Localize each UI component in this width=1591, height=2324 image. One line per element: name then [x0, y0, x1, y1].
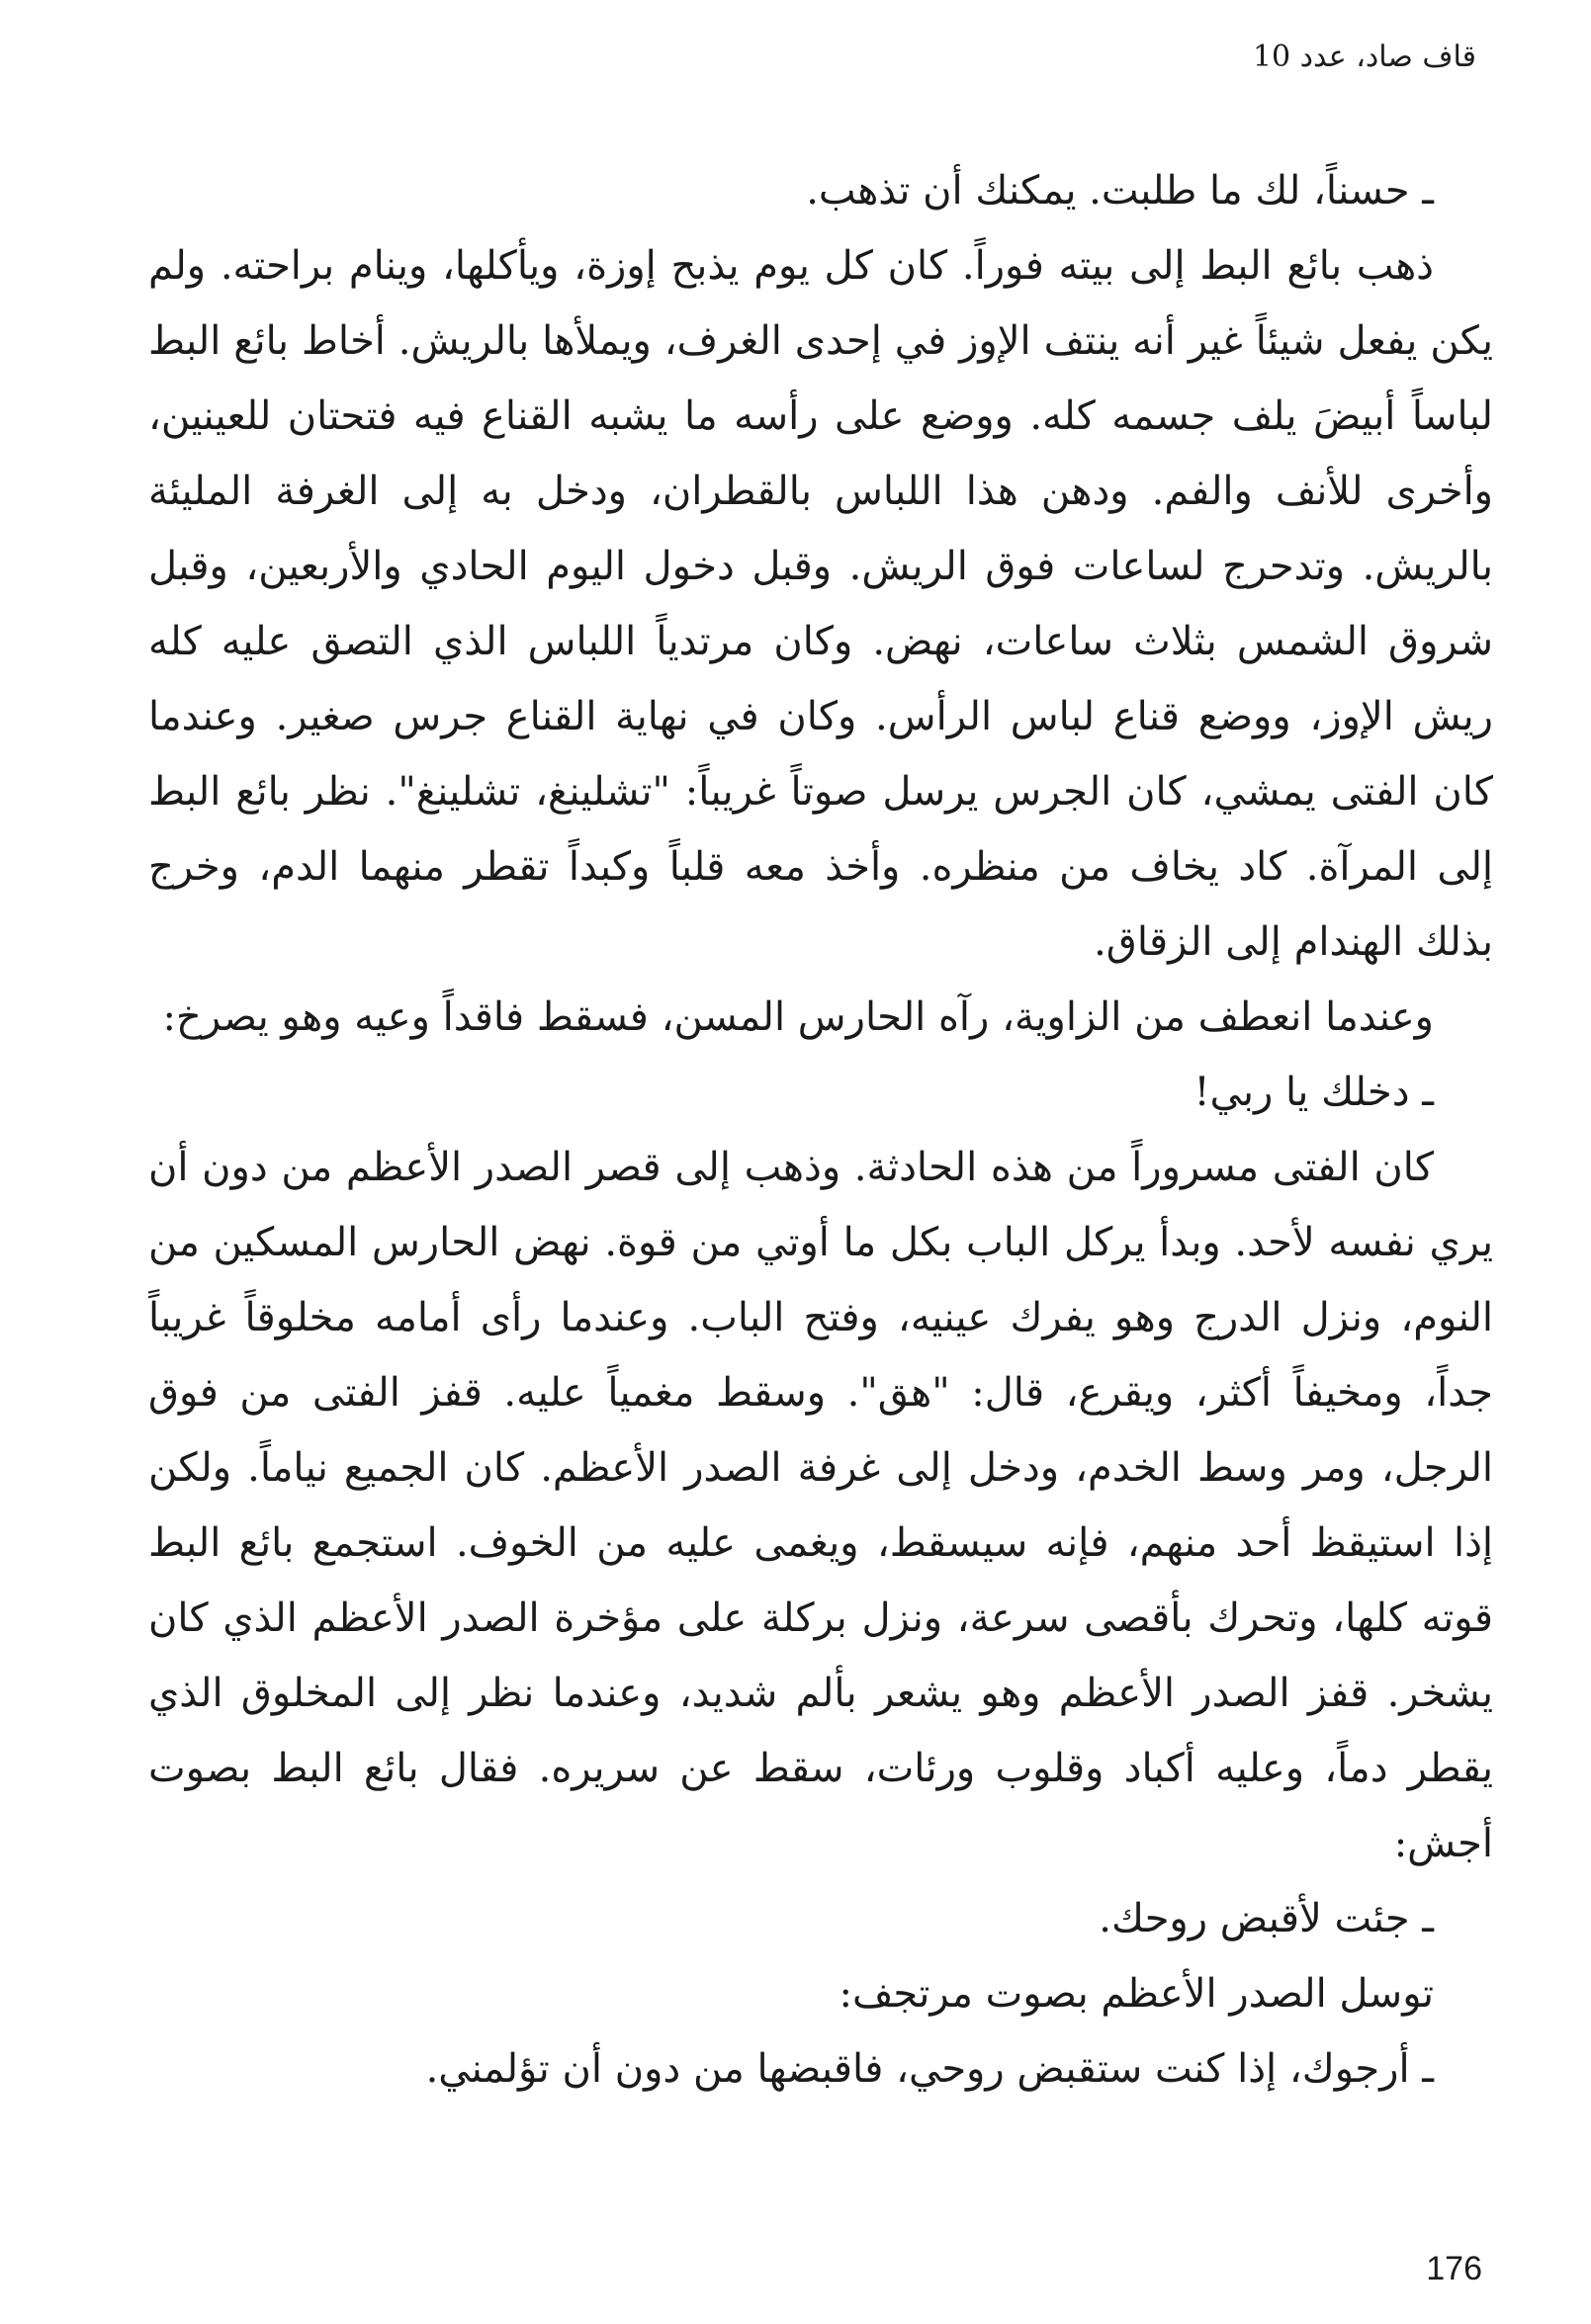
paragraph: وعندما انعطف من الزاوية، رآه الحارس المسن، فسقط فاقداً وعيه وهو يصرخ:: [162, 994, 1434, 1040]
dialogue-line: ـ أرجوك، إذا كنت ستقبض روحي، فاقبضها من دون أن تؤلمني.: [425, 2046, 1434, 2092]
paragraph: توسل الصدر الأعظم بصوت مرتجف:: [839, 1971, 1434, 2017]
story-text: [148, 153, 1493, 2107]
running-header: قاف صاد، عدد 10: [1252, 40, 1476, 74]
paragraph: كان الفتى مسروراً من هذه الحادثة. وذهب إلى قصر الصدر الأعظم من دون أن يري نفسه لأحد. وبدأ يركل الباب بكل ما أوتي من قوة. نهض الحارس المسكين من النوم، ونزل الدرج وهو يفرك عينيه، وفتح الباب. وعندما رأى أمامه مخلوقاً غريباً جداً، ومخيفاً أكثر، ويقرع، قال: "هق". وسقط مغمياً عليه. قفز الفتى من فوق الرجل، ومر وسط الخدم، ودخل إلى غرفة الصدر الأعظم. كان الجميع نياماً. ولكن إذا استيقظ أحد منهم، فإنه سيسقط، ويغمى عليه من الخوف. استجمع بائع البط قوته كلها، وتحرك بأقصى سرعة، ونزل بركلة على مؤخرة الصدر الأعظم الذي كان يشخر. قفز الصدر الأعظم وهو يشعر بألم شديد، وعندما نظر إلى المخلوق الذي يقطر دماً، وعليه أكباد وقلوب ورئات، سقط عن سريره. فقال بائع البط بصوت أجش:: [148, 1145, 1494, 1866]
dialogue-line: ـ دخلك يا ربي!: [1193, 1070, 1434, 1115]
page-number: 176: [1426, 2250, 1482, 2287]
paragraph: ذهب بائع البط إلى بيته فوراً. كان كل يوم يذبح إوزة، ويأكلها، وينام براحته. ولم يكن يفعل شيئاً غير أنه ينتف الإوز في إحدى الغرف، ويملأها بالريش. أخاط بائع البط لباساً أبيضَ يلف جسمه كله. ووضع على رأسه ما يشبه القناع فيه فتحتان للعينين، وأخرى للأنف والفم. ودهن هذا اللباس بالقطران، ودخل به إلى الغرفة المليئة بالريش. وتدحرج لساعات فوق الريش. وقبل دخول اليوم الحادي والأربعين، وقبل شروق الشمس بثلاث ساعات، نهض. وكان مرتدياً اللباس الذي التصق عليه كله ريش الإوز، ووضع قناع لباس الرأس. وكان في نهاية القناع جرس صغير. وعندما كان الفتى يمشي، كان الجرس يرسل صوتاً غريباً: "تشلينغ، تشلينغ". نظر بائع البط إلى المرآة. كاد يخاف من منظره. وأخذ معه قلباً وكبداً تقطر منهما الدم، وخرج بذلك الهندام إلى الزقاق.: [148, 243, 1493, 965]
dialogue-line: ـ جئت لأقبض روحك.: [1099, 1896, 1434, 1941]
dialogue-line: ـ حسناً، لك ما طلبت. يمكنك أن تذهب.: [806, 168, 1434, 214]
